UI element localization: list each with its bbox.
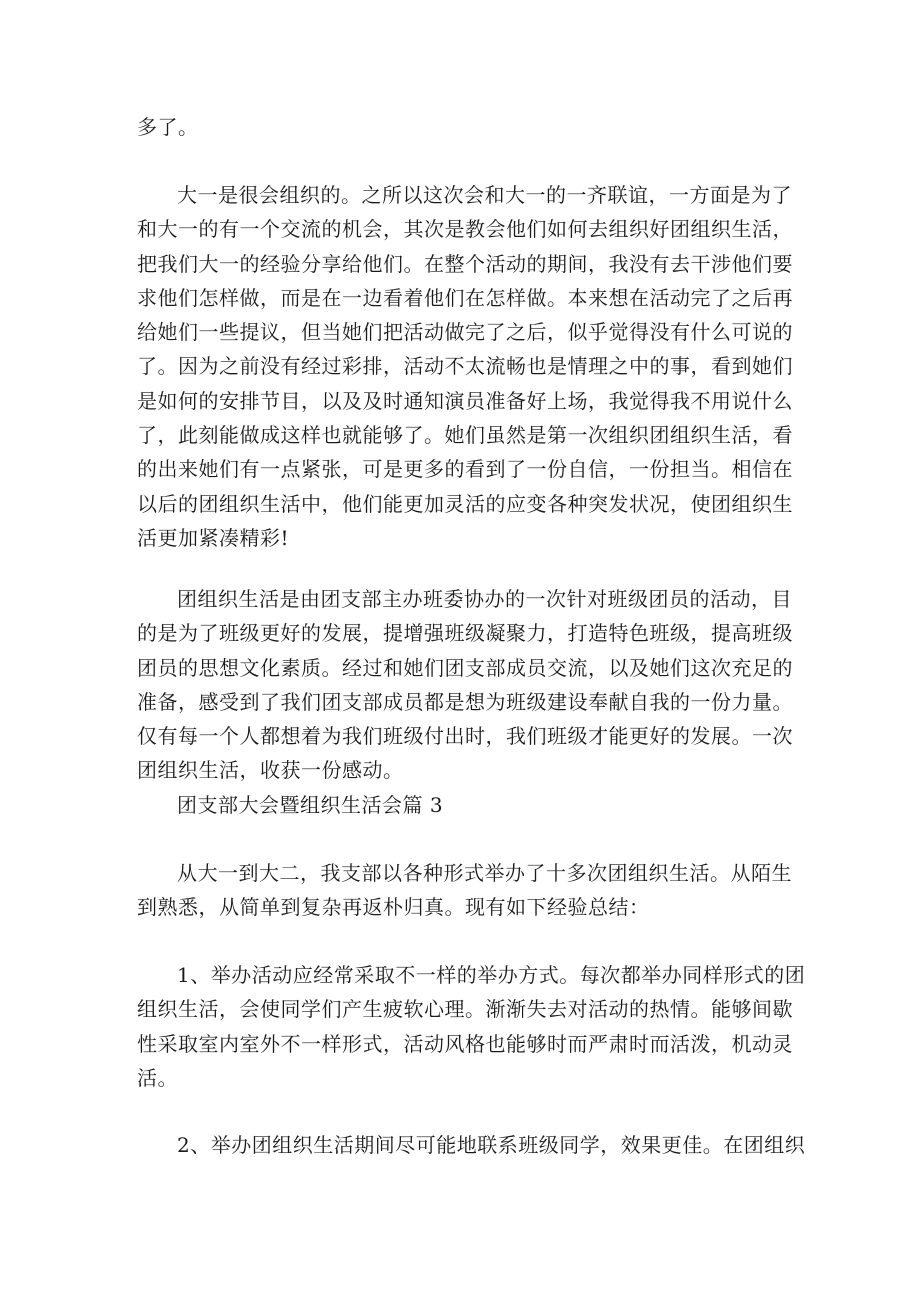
paragraph-freshman-exchange bbox=[137, 178, 793, 555]
heading-text: 团支部大会暨组织生活会篇 3 bbox=[177, 793, 444, 817]
text-line: 多了。 bbox=[137, 115, 199, 139]
text-line: 团员的思想文化素质。经过和她们团支部成员交流，以及她们这次充足的 bbox=[137, 655, 793, 680]
text-line: 到熟悉，从简单到复杂再返朴归真。现有如下经验总结： bbox=[137, 895, 650, 920]
text-line: 1、举办活动应经常采取不一样的举办方式。每次都举办同样形式的团 bbox=[177, 963, 806, 987]
text-line: 了，此刻能做成这样也就能够了。她们虽然是第一次组织团组织生活，看 bbox=[137, 423, 793, 448]
text-line: 团组织生活，收获一份感动。 bbox=[137, 758, 404, 783]
text-line: 求他们怎样做，而是在一边看着他们在怎样做。本来想在活动完了之后再 bbox=[137, 285, 793, 310]
text-line: 了。因为之前没有经过彩排，活动不太流畅也是情理之中的事，看到她们 bbox=[137, 354, 793, 379]
text-line: 大一是很会组织的。之所以这次会和大一的一齐联谊，一方面是为了 bbox=[177, 183, 792, 207]
text-line: 是如何的安排节目，以及及时通知演员准备好上场，我觉得我不用说什么 bbox=[137, 388, 793, 413]
text-line: 仅有每一个人都想着为我们班级付出时，我们班级才能更好的发展。一次 bbox=[137, 724, 793, 749]
text-line: 2、举办团组织生活期间尽可能地联系班级同学，效果更佳。在团组织 bbox=[177, 1133, 806, 1157]
section-heading bbox=[137, 788, 787, 822]
text-line: 团组织生活是由团支部主办班委协办的一次针对班级团员的活动，目 bbox=[177, 587, 792, 611]
paragraph-experience-intro bbox=[137, 856, 792, 925]
text-line: 把我们大一的经验分享给他们。在整个活动的期间，我没有去干涉他们要 bbox=[137, 251, 793, 276]
paragraph-point-2 bbox=[137, 1128, 806, 1162]
text-line: 和大一的有一个交流的机会，其次是教会他们如何去组织好团组织生活， bbox=[137, 217, 793, 242]
text-line: 的出来她们有一点紧张，可是更多的看到了一份自信，一份担当。相信在 bbox=[137, 457, 793, 482]
text-line: 给她们一些提议，但当她们把活动做完了之后，似乎觉得没有什么可说的 bbox=[137, 320, 793, 345]
text-line: 活。 bbox=[137, 1065, 178, 1090]
text-line: 以后的团组织生活中，他们能更加灵活的应变各种突发状况，使团组织生 bbox=[137, 491, 793, 516]
text-line: 的是为了班级更好的发展，提增强班级凝聚力，打造特色班级，提高班级 bbox=[137, 621, 793, 646]
text-line: 组织生活，会使同学们产生疲软心理。渐渐失去对活动的热情。能够间歇 bbox=[137, 997, 793, 1022]
text-line: 性采取室内室外不一样形式，活动风格也能够时而严肃时而活泼，机动灵 bbox=[137, 1031, 793, 1056]
paragraph-point-1 bbox=[137, 958, 806, 1095]
text-line: 活更加紧凑精彩! bbox=[137, 525, 290, 550]
paragraph-continuation bbox=[137, 110, 787, 144]
text-line: 从大一到大二，我支部以各种形式举办了十多次团组织生活。从陌生 bbox=[177, 861, 792, 885]
paragraph-league-branch bbox=[137, 582, 793, 788]
text-line: 准备，感受到了我们团支部成员都是想为班级建设奉献自我的一份力量。 bbox=[137, 689, 793, 714]
